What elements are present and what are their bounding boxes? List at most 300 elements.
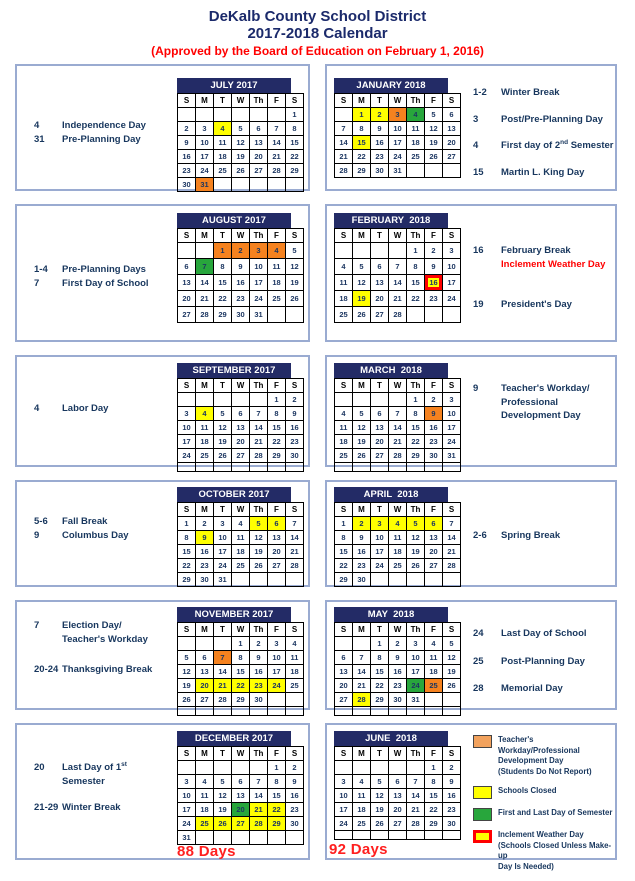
- day-cell: [286, 573, 304, 587]
- day-cell: 19: [353, 435, 371, 449]
- calendar-row-5: [15, 600, 617, 710]
- panel-april-2018: [325, 480, 617, 587]
- week-row: [335, 665, 461, 679]
- week-row: [335, 693, 461, 707]
- day-cell: 8: [335, 531, 353, 545]
- day-cell: 22: [371, 679, 389, 693]
- day-cell: [353, 707, 371, 716]
- day-cell: 12: [214, 789, 232, 803]
- day-cell: 2: [425, 243, 443, 259]
- weekday-header: M: [196, 623, 214, 637]
- day-cell: 3: [443, 393, 461, 407]
- weekday-header: Th: [407, 747, 425, 761]
- day-cell: [335, 707, 353, 716]
- day-cell: [353, 243, 371, 259]
- day-cell: 11: [353, 789, 371, 803]
- day-cell-yellow: 4: [196, 407, 214, 421]
- weekday-header: Th: [250, 379, 268, 393]
- week-row: [335, 307, 461, 323]
- weekday-header: F: [268, 623, 286, 637]
- day-cell: 27: [178, 307, 196, 323]
- calendar-annotation: [34, 761, 174, 788]
- day-cell: 27: [268, 559, 286, 573]
- day-cell: 15: [232, 665, 250, 679]
- day-cell: 25: [232, 559, 250, 573]
- day-cell: 16: [371, 136, 389, 150]
- panel-october-2017: [15, 480, 310, 587]
- week-row: [178, 665, 304, 679]
- day-cell: 31: [389, 164, 407, 178]
- annotations-october: [34, 515, 174, 542]
- day-cell: 12: [178, 665, 196, 679]
- legend-item: [473, 808, 617, 821]
- week-row: [335, 803, 461, 817]
- day-cell: 27: [443, 150, 461, 164]
- day-cell: 13: [371, 421, 389, 435]
- weekday-header: W: [389, 229, 407, 243]
- day-cell: 13: [371, 275, 389, 291]
- annotation-label: First day of 2nd Semester: [501, 138, 614, 151]
- day-cell: [443, 463, 461, 472]
- day-cell: 17: [389, 136, 407, 150]
- day-cell: 15: [371, 665, 389, 679]
- day-cell: 14: [407, 789, 425, 803]
- annotation-label: First Day of School: [62, 277, 149, 289]
- day-cell: 9: [425, 259, 443, 275]
- day-cell: [353, 761, 371, 775]
- calendar-annotation: [34, 133, 174, 147]
- week-row: [335, 545, 461, 559]
- week-row: [178, 393, 304, 407]
- weekday-header: Th: [250, 503, 268, 517]
- day-cell: [250, 178, 268, 192]
- annotation-label: Winter Break: [62, 802, 121, 813]
- day-cell: 27: [335, 693, 353, 707]
- week-row: [178, 178, 304, 192]
- day-cell: 9: [443, 775, 461, 789]
- calendar-march-2018: [334, 363, 456, 472]
- annotation-label: President's Day: [501, 299, 572, 310]
- week-row: [335, 761, 461, 775]
- weekday-header-row: [178, 747, 304, 761]
- calendar-december-2017: [177, 731, 299, 845]
- month-grid: [334, 378, 461, 472]
- annotations-may: [473, 627, 615, 696]
- day-cell: 7: [407, 775, 425, 789]
- annotation-dates: 19: [473, 299, 484, 310]
- day-cell: 26: [353, 307, 371, 323]
- day-cell: 29: [407, 449, 425, 463]
- calendar-annotation: [473, 682, 615, 696]
- day-cell: 12: [407, 531, 425, 545]
- day-cell: 12: [443, 651, 461, 665]
- annotation-dates: 2-6: [473, 530, 487, 541]
- day-cell-yellow: 19: [353, 291, 371, 307]
- day-cell: 29: [286, 164, 304, 178]
- annotation-label: Pre-Planning Days: [62, 264, 146, 275]
- weekday-header: S: [286, 229, 304, 243]
- day-cell: 23: [286, 803, 304, 817]
- day-cell: 23: [196, 559, 214, 573]
- day-cell: [214, 108, 232, 122]
- day-cell: 30: [196, 573, 214, 587]
- day-cell: 21: [335, 150, 353, 164]
- day-cell: 25: [286, 679, 304, 693]
- panel-january-2018: [325, 64, 617, 191]
- day-cell: 13: [196, 665, 214, 679]
- calendar-annotation: [34, 119, 174, 133]
- day-cell: [371, 707, 389, 716]
- week-row: [178, 651, 304, 665]
- day-cell: [232, 761, 250, 775]
- day-cell: 18: [268, 275, 286, 291]
- week-row: [178, 637, 304, 651]
- day-cell-yellow: 15: [353, 136, 371, 150]
- day-cell: 30: [443, 817, 461, 831]
- day-cell: [389, 707, 407, 716]
- day-cell: 4: [425, 637, 443, 651]
- day-cell: 9: [371, 122, 389, 136]
- day-cell: [214, 761, 232, 775]
- day-cell: [178, 393, 196, 407]
- day-cell: 22: [268, 435, 286, 449]
- week-row: [335, 775, 461, 789]
- school-district-title: DeKalb County School District: [208, 8, 427, 25]
- day-cell: 1: [425, 761, 443, 775]
- annotation-label: Election Day/ Teacher's Workday: [62, 620, 148, 645]
- panel-november-2017: [15, 600, 310, 710]
- annotation-dates: 16: [473, 245, 484, 256]
- day-cell: [178, 243, 196, 259]
- panel-march-2018: [325, 355, 617, 467]
- day-cell: 14: [443, 531, 461, 545]
- day-cell: [407, 307, 425, 323]
- panel-february-2018: [325, 204, 617, 342]
- calendar-annotation: [34, 801, 174, 815]
- week-row: [178, 693, 304, 707]
- month-grid: [177, 228, 304, 323]
- weekday-header-row: [335, 623, 461, 637]
- day-cell: 14: [268, 136, 286, 150]
- day-cell: 15: [268, 421, 286, 435]
- legend-swatch-yellow-icon: [473, 786, 492, 799]
- calendar-may-2018: [334, 607, 456, 716]
- day-cell: 1: [286, 108, 304, 122]
- week-row: [178, 679, 304, 693]
- week-row: [335, 531, 461, 545]
- day-cell: [443, 164, 461, 178]
- day-cell: 17: [443, 421, 461, 435]
- day-cell: 30: [425, 449, 443, 463]
- day-cell-yellow: 21: [250, 803, 268, 817]
- annotation-label: Fall Break: [62, 516, 108, 527]
- day-cell: [353, 393, 371, 407]
- day-cell: 10: [178, 789, 196, 803]
- day-cell: 28: [214, 693, 232, 707]
- month-title: MARCH 2018: [334, 363, 448, 378]
- day-cell: 30: [353, 573, 371, 587]
- day-cell-yellow: 25: [196, 817, 214, 831]
- day-cell: 23: [425, 291, 443, 307]
- annotation-dates: 3: [473, 113, 479, 125]
- day-cell: 23: [425, 435, 443, 449]
- week-row: [335, 150, 461, 164]
- day-cell: 20: [335, 679, 353, 693]
- day-cell-orange: 25: [425, 679, 443, 693]
- day-cell: 20: [268, 545, 286, 559]
- legend-item: [473, 830, 617, 872]
- day-cell: 19: [178, 679, 196, 693]
- day-cell: [286, 693, 304, 707]
- day-cell: 17: [335, 803, 353, 817]
- day-cell: 5: [371, 775, 389, 789]
- month-title: JULY 2017: [177, 78, 291, 93]
- day-cell: 28: [389, 307, 407, 323]
- day-cell: 17: [196, 150, 214, 164]
- day-cell: 30: [250, 693, 268, 707]
- day-cell: 12: [353, 421, 371, 435]
- annotation-dates: 21-29: [34, 802, 59, 813]
- day-cell: [389, 393, 407, 407]
- day-cell: 5: [286, 243, 304, 259]
- calendar-annotation: [34, 619, 174, 646]
- day-cell: [196, 243, 214, 259]
- day-cell: 25: [214, 164, 232, 178]
- week-row: [335, 637, 461, 651]
- weekday-header: M: [196, 229, 214, 243]
- annotation-label: Post/Pre-Planning Day: [501, 113, 603, 125]
- weekday-header: F: [425, 503, 443, 517]
- day-cell: 14: [250, 421, 268, 435]
- day-cell: 31: [443, 449, 461, 463]
- day-cell: 6: [335, 651, 353, 665]
- annotation-label: Columbus Day: [62, 529, 129, 541]
- day-cell: [268, 108, 286, 122]
- day-cell: 7: [250, 775, 268, 789]
- day-cell: 26: [443, 679, 461, 693]
- day-cell: 25: [335, 307, 353, 323]
- clipped-week-row: [335, 707, 461, 716]
- day-cell: 15: [407, 275, 425, 291]
- day-cell-yellow: 28: [250, 817, 268, 831]
- day-cell: 15: [286, 136, 304, 150]
- calendar-row-4: [15, 480, 617, 587]
- weekday-header: T: [214, 747, 232, 761]
- day-cell-orange: 31: [196, 178, 214, 192]
- day-cell: [178, 637, 196, 651]
- day-cell: 28: [250, 449, 268, 463]
- day-cell-yellow: 28: [353, 693, 371, 707]
- week-row: [178, 275, 304, 291]
- weekday-header: F: [425, 623, 443, 637]
- day-cell: [425, 693, 443, 707]
- day-cell: 11: [232, 531, 250, 545]
- day-cell: 2: [196, 517, 214, 531]
- day-cell: [268, 573, 286, 587]
- week-row: [178, 307, 304, 323]
- day-cell: 7: [389, 259, 407, 275]
- weekday-header: T: [371, 503, 389, 517]
- weekday-header: F: [268, 747, 286, 761]
- weekday-header: F: [425, 94, 443, 108]
- weekday-header-row: [178, 229, 304, 243]
- month-grid: [177, 378, 304, 472]
- month-grid: [177, 93, 304, 192]
- day-cell: 26: [232, 164, 250, 178]
- day-cell: 10: [443, 259, 461, 275]
- day-cell: 18: [196, 435, 214, 449]
- day-cell: [407, 573, 425, 587]
- weekday-header: Th: [407, 229, 425, 243]
- annotation-dates: 20-24: [34, 664, 59, 675]
- day-cell: [443, 307, 461, 323]
- day-cell-green: 4: [407, 108, 425, 122]
- day-cell: [407, 164, 425, 178]
- weekday-header: W: [389, 379, 407, 393]
- clipped-week-row: [178, 463, 304, 472]
- day-cell: 30: [371, 164, 389, 178]
- day-cell: 23: [353, 559, 371, 573]
- day-cell: 29: [371, 693, 389, 707]
- day-cell: 23: [232, 291, 250, 307]
- day-cell: 14: [389, 421, 407, 435]
- weekday-header: Th: [407, 94, 425, 108]
- weekday-header: Th: [407, 503, 425, 517]
- weekday-header: S: [178, 503, 196, 517]
- annotation-dates: 25: [473, 655, 484, 667]
- day-cell: 30: [286, 449, 304, 463]
- day-cell: 24: [443, 435, 461, 449]
- day-cell: 14: [286, 531, 304, 545]
- day-cell: 11: [389, 531, 407, 545]
- week-row: [335, 407, 461, 421]
- month-title: FEBRUARY 2018: [334, 213, 448, 228]
- weekday-header: S: [335, 379, 353, 393]
- day-cell: [335, 393, 353, 407]
- day-cell: 21: [286, 545, 304, 559]
- day-cell: 19: [443, 665, 461, 679]
- weekday-header: S: [335, 503, 353, 517]
- day-cell: 13: [178, 275, 196, 291]
- day-cell: 26: [425, 150, 443, 164]
- day-cell: 26: [250, 559, 268, 573]
- annotation-label: Thanksgiving Break: [62, 664, 153, 675]
- day-cell-yellow: 3: [371, 517, 389, 531]
- weekday-header: F: [268, 94, 286, 108]
- day-cell: 6: [371, 407, 389, 421]
- weekday-header: F: [268, 379, 286, 393]
- day-cell: 6: [178, 259, 196, 275]
- annotation-dates: 9: [34, 529, 40, 541]
- day-cell: 29: [425, 817, 443, 831]
- weekday-header: M: [353, 229, 371, 243]
- day-cell: 20: [178, 291, 196, 307]
- day-cell: 22: [178, 559, 196, 573]
- day-cell: [425, 573, 443, 587]
- weekday-header: F: [425, 747, 443, 761]
- annotation-dates: 4: [34, 403, 40, 414]
- day-cell: [214, 463, 232, 472]
- weekday-header: W: [232, 747, 250, 761]
- week-row: [335, 136, 461, 150]
- legend: [473, 735, 617, 881]
- day-cell: 26: [286, 291, 304, 307]
- day-cell: 1: [371, 637, 389, 651]
- day-cell: [371, 463, 389, 472]
- calendar-row-2: [15, 204, 617, 342]
- day-cell: 10: [389, 122, 407, 136]
- day-cell: 29: [232, 693, 250, 707]
- day-cell: [196, 761, 214, 775]
- day-cell: 17: [250, 275, 268, 291]
- day-cell: [268, 707, 286, 716]
- day-cell: [250, 831, 268, 845]
- week-row: [178, 421, 304, 435]
- calendar-annotation: [473, 113, 615, 127]
- weekday-header: Th: [250, 623, 268, 637]
- day-cell: [371, 573, 389, 587]
- day-cell: 27: [371, 307, 389, 323]
- week-row: [178, 531, 304, 545]
- day-cell-yellow: 24: [268, 679, 286, 693]
- day-cell: 7: [250, 407, 268, 421]
- calendar-june-2018: [334, 731, 456, 840]
- day-cell: 21: [250, 435, 268, 449]
- day-cell: 11: [425, 651, 443, 665]
- day-cell: [232, 108, 250, 122]
- day-cell: 31: [250, 307, 268, 323]
- month-title: SEPTEMBER 2017: [177, 363, 291, 378]
- month-title: JUNE 2018: [334, 731, 448, 746]
- day-cell: 4: [286, 637, 304, 651]
- day-cell: [178, 761, 196, 775]
- weekday-header: T: [371, 747, 389, 761]
- weekday-header: Th: [407, 379, 425, 393]
- weekday-header: Th: [250, 94, 268, 108]
- day-cell: 2: [250, 637, 268, 651]
- weekday-header: S: [286, 94, 304, 108]
- annotation-label: Winter Break: [501, 87, 560, 98]
- weekday-header: S: [286, 623, 304, 637]
- day-cell: 16: [353, 545, 371, 559]
- day-cell: [250, 393, 268, 407]
- day-cell: 20: [389, 803, 407, 817]
- weekday-header: W: [232, 379, 250, 393]
- annotations-january: [473, 86, 615, 179]
- day-cell-yellow: 4: [214, 122, 232, 136]
- weekday-header: F: [425, 379, 443, 393]
- day-cell: 13: [425, 531, 443, 545]
- annotation-dates: 4: [34, 120, 40, 131]
- day-cell: [335, 243, 353, 259]
- day-cell: 1: [407, 393, 425, 407]
- day-cell: [425, 707, 443, 716]
- day-cell: 27: [425, 559, 443, 573]
- week-row: [178, 775, 304, 789]
- day-cell: 18: [335, 291, 353, 307]
- day-cell: [407, 463, 425, 472]
- weekday-header: S: [178, 94, 196, 108]
- legend-label: Schools Closed: [498, 786, 557, 795]
- day-cell: 29: [353, 164, 371, 178]
- day-cell: [268, 463, 286, 472]
- day-cell-orange: 9: [425, 407, 443, 421]
- legend-swatch-inclement-icon: [473, 830, 492, 843]
- legend-label: First and Last Day of Semester: [498, 808, 613, 817]
- day-cell: 5: [443, 637, 461, 651]
- day-cell: 5: [178, 651, 196, 665]
- day-cell-inclement: 16: [425, 275, 443, 291]
